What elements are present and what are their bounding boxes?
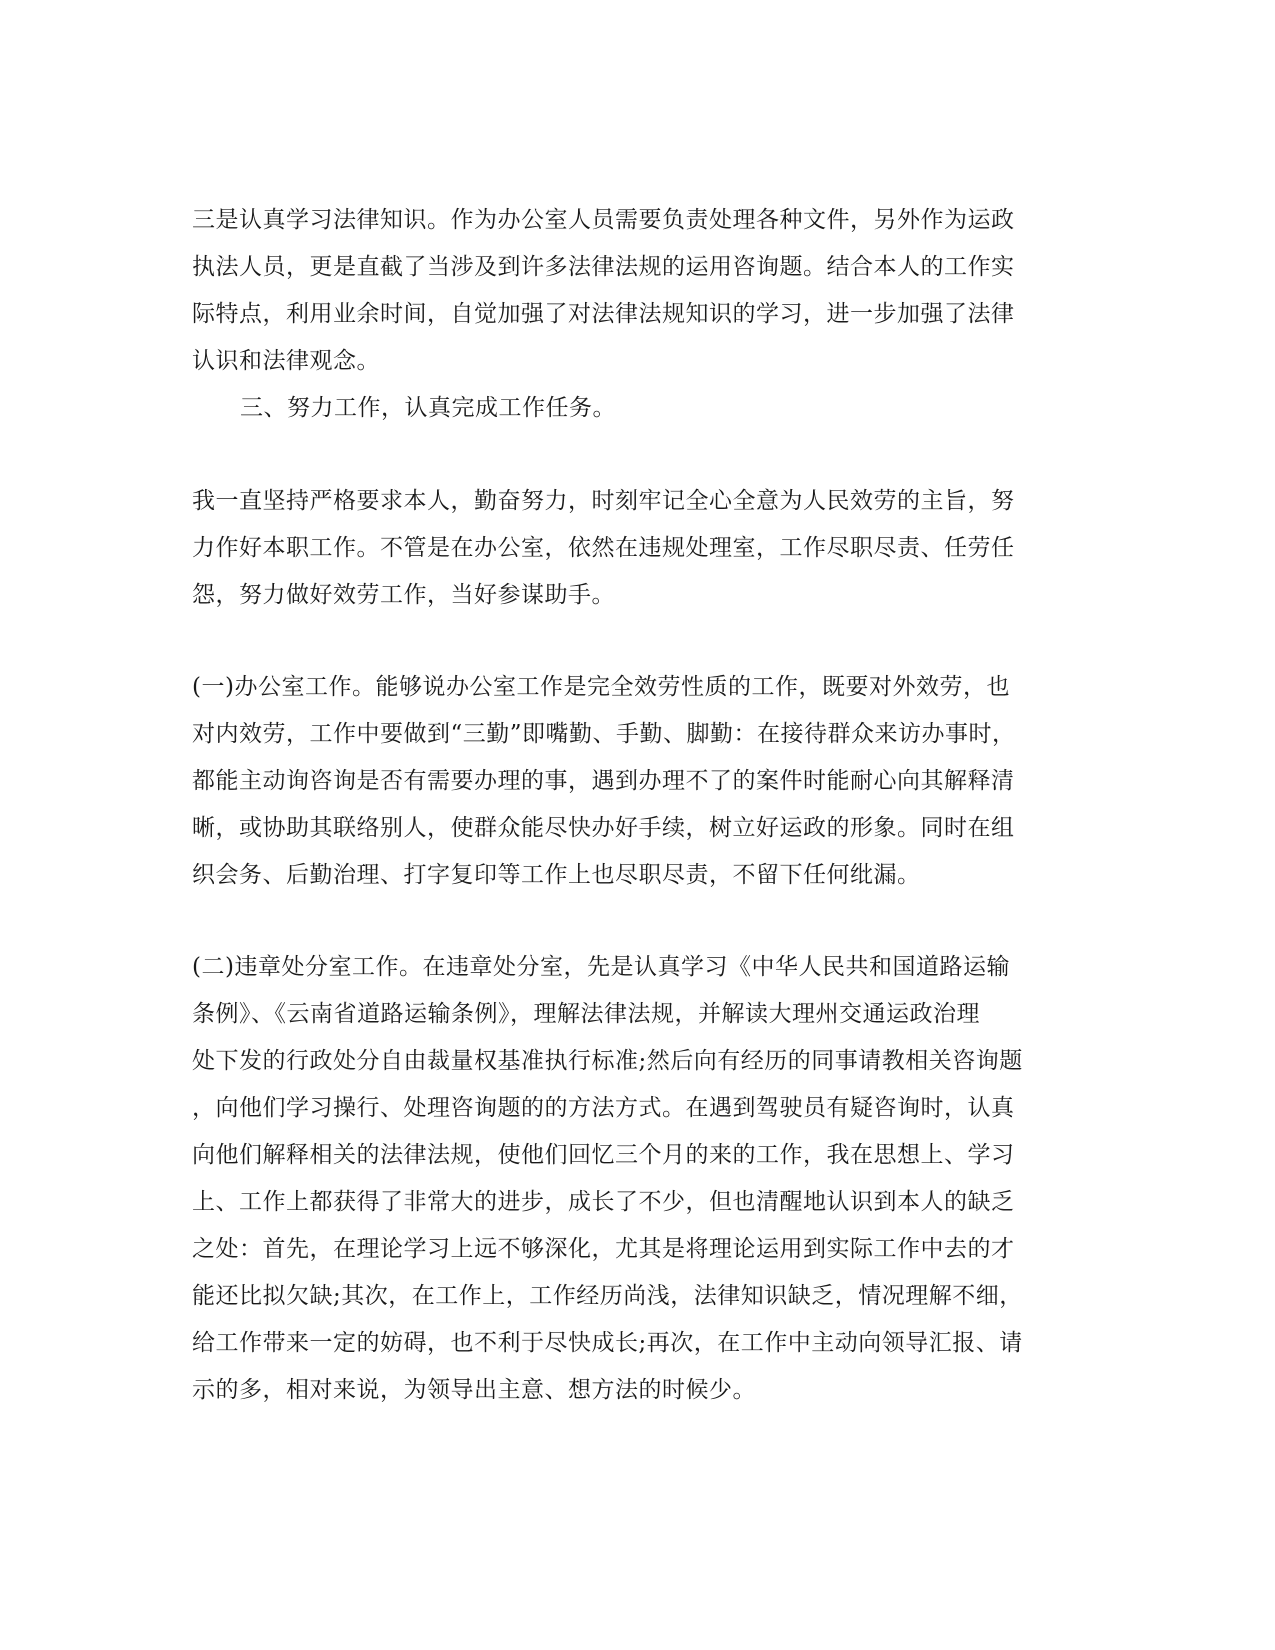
text-line: (二)违章处分室工作。在违章处分室，先是认真学习《中华人民共和国道路运输 [192,954,1010,980]
text-line: 条例》、《云南省道路运输条例》，理解法律法规，并解读大理州交通运政治理 [192,1001,980,1027]
text-line: 际特点，利用业余时间，自觉加强了对法律法规知识的学习，进一步加强了法律 [192,301,1015,327]
text-line: 之处：首先，在理论学习上远不够深化，尤其是将理论运用到实际工作中去的才 [192,1236,1015,1262]
text-line: 都能主动询咨询是否有需要办理的事，遇到办理不了的案件时能耐心向其解释清 [192,768,1015,794]
text-line: (一)办公室工作。能够说办公室工作是完全效劳性质的工作，既要对外效劳，也 [192,674,1010,700]
text-line: 对内效劳，工作中要做到“三勤”即嘴勤、手勤、脚勤：在接待群众来访办事时， [192,721,1016,747]
text-line: 我一直坚持严格要求本人，勤奋努力，时刻牢记全心全意为人民效劳的主旨，努 [192,488,1015,514]
text-line: 上、工作上都获得了非常大的进步，成长了不少，但也清醒地认识到本人的缺乏 [192,1189,1015,1215]
text-line: 怨，努力做好效劳工作，当好参谋助手。 [192,582,615,608]
text-line: ，向他们学习操行、处理咨询题的的方法方式。在遇到驾驶员有疑咨询时，认真 [192,1095,1015,1121]
text-line: 力作好本职工作。不管是在办公室，依然在违规处理室，工作尽职尽责、任劳任 [192,535,1015,561]
text-line: 处下发的行政处分自由裁量权基准执行标准;然后向有经历的同事请教相关咨询题 [192,1048,1023,1074]
section-heading-text: 三、努力工作，认真完成工作任务。 [240,395,616,421]
text-line: 能还比拟欠缺;其次，在工作上，工作经历尚浅，法律知识缺乏，情况理解不细， [192,1283,1023,1309]
text-line: 向他们解释相关的法律法规，使他们回忆三个月的来的工作，我在思想上、学习 [192,1142,1015,1168]
text-line: 织会务、后勤治理、打字复印等工作上也尽职尽责，不留下任何纰漏。 [192,862,921,888]
text-line: 认识和法律观念。 [192,348,380,374]
text-line: 执法人员，更是直截了当涉及到许多法律法规的运用咨询题。结合本人的工作实 [192,254,1015,280]
text-line: 三是认真学习法律知识。作为办公室人员需要负责处理各种文件，另外作为运政 [192,207,1015,233]
text-line: 晰，或协助其联络别人，使群众能尽快办好手续，树立好运政的形象。同时在组 [192,815,1015,841]
text-line: 给工作带来一定的妨碍，也不利于尽快成长;再次，在工作中主动向领导汇报、请 [192,1330,1023,1356]
text-line: 示的多，相对来说，为领导出主意、想方法的时候少。 [192,1377,756,1403]
